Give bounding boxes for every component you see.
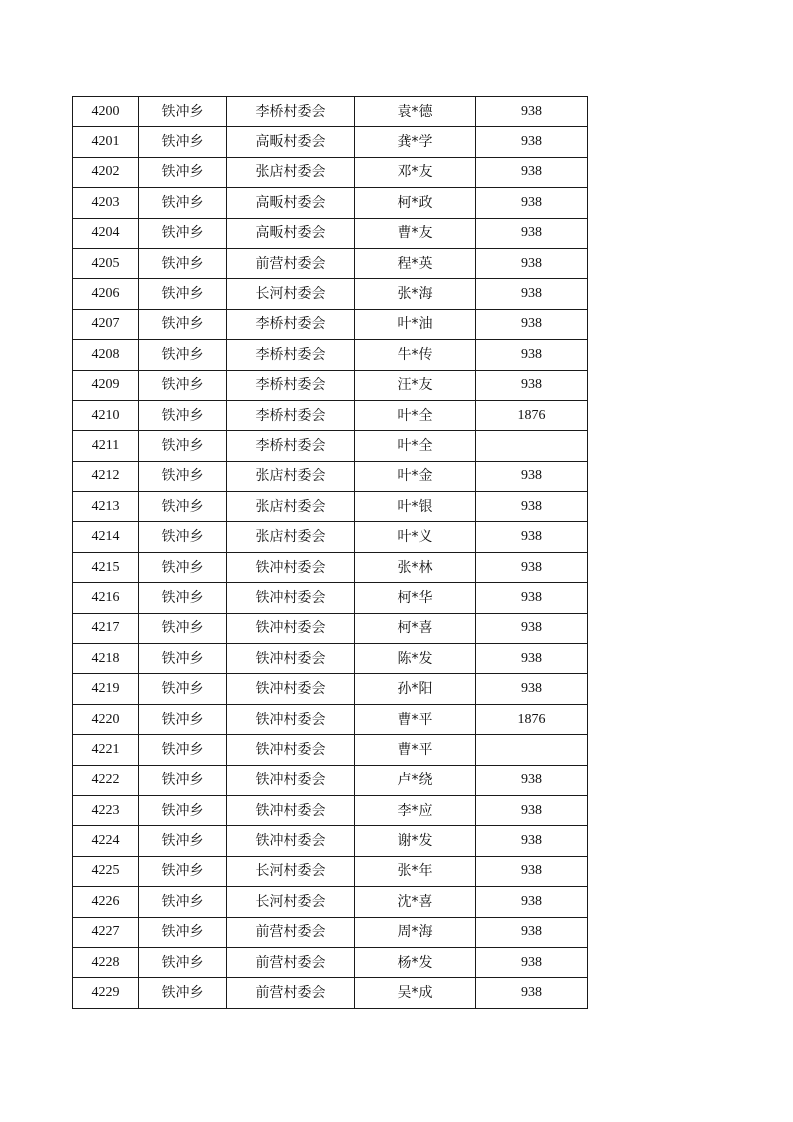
- cell-amount: 938: [476, 248, 588, 278]
- cell-amount: 938: [476, 917, 588, 947]
- cell-id: 4205: [73, 248, 139, 278]
- cell-id: 4227: [73, 917, 139, 947]
- cell-amount: 938: [476, 978, 588, 1008]
- cell-id: 4222: [73, 765, 139, 795]
- cell-name: 曹*友: [355, 218, 476, 248]
- table-row: [73, 947, 588, 977]
- cell-committee: 铁冲村委会: [227, 795, 355, 825]
- cell-name: 吴*成: [355, 978, 476, 1008]
- cell-name: 牛*传: [355, 340, 476, 370]
- cell-committee: 张店村委会: [227, 492, 355, 522]
- cell-amount: 938: [476, 127, 588, 157]
- cell-township: 铁冲乡: [139, 340, 227, 370]
- table-row: [73, 461, 588, 491]
- cell-id: 4201: [73, 127, 139, 157]
- cell-amount: 938: [476, 674, 588, 704]
- table-row: [73, 826, 588, 856]
- cell-amount: 938: [476, 370, 588, 400]
- cell-name: 柯*喜: [355, 613, 476, 643]
- table-row: [73, 644, 588, 674]
- cell-township: 铁冲乡: [139, 400, 227, 430]
- cell-id: 4206: [73, 279, 139, 309]
- cell-township: 铁冲乡: [139, 856, 227, 886]
- cell-township: 铁冲乡: [139, 218, 227, 248]
- table-row: [73, 765, 588, 795]
- cell-amount: [476, 431, 588, 461]
- subsidy-table: [72, 96, 588, 1009]
- cell-township: 铁冲乡: [139, 613, 227, 643]
- cell-id: 4203: [73, 188, 139, 218]
- cell-name: 谢*发: [355, 826, 476, 856]
- table-row: [73, 431, 588, 461]
- table-row: [73, 218, 588, 248]
- cell-id: 4211: [73, 431, 139, 461]
- table-row: [73, 370, 588, 400]
- cell-name: 邓*友: [355, 157, 476, 187]
- cell-id: 4224: [73, 826, 139, 856]
- cell-amount: 1876: [476, 400, 588, 430]
- cell-committee: 李桥村委会: [227, 309, 355, 339]
- cell-township: 铁冲乡: [139, 674, 227, 704]
- table-row: [73, 279, 588, 309]
- cell-id: 4200: [73, 97, 139, 127]
- cell-name: 孙*阳: [355, 674, 476, 704]
- cell-committee: 李桥村委会: [227, 97, 355, 127]
- table-row: [73, 157, 588, 187]
- cell-amount: 938: [476, 947, 588, 977]
- cell-amount: 938: [476, 157, 588, 187]
- cell-township: 铁冲乡: [139, 704, 227, 734]
- table-row: [73, 400, 588, 430]
- cell-committee: 张店村委会: [227, 461, 355, 491]
- cell-name: 龚*学: [355, 127, 476, 157]
- cell-amount: 938: [476, 97, 588, 127]
- cell-name: 陈*发: [355, 644, 476, 674]
- cell-committee: 前营村委会: [227, 947, 355, 977]
- cell-name: 沈*喜: [355, 887, 476, 917]
- cell-township: 铁冲乡: [139, 887, 227, 917]
- cell-committee: 前营村委会: [227, 248, 355, 278]
- table-row: [73, 856, 588, 886]
- cell-id: 4226: [73, 887, 139, 917]
- cell-id: 4213: [73, 492, 139, 522]
- cell-township: 铁冲乡: [139, 552, 227, 582]
- table-row: [73, 309, 588, 339]
- cell-name: 叶*义: [355, 522, 476, 552]
- table-row: [73, 978, 588, 1008]
- cell-township: 铁冲乡: [139, 644, 227, 674]
- cell-id: 4209: [73, 370, 139, 400]
- cell-name: 曹*平: [355, 735, 476, 765]
- cell-amount: 938: [476, 552, 588, 582]
- table-row: [73, 552, 588, 582]
- cell-committee: 高畈村委会: [227, 188, 355, 218]
- table-row: [73, 248, 588, 278]
- cell-township: 铁冲乡: [139, 248, 227, 278]
- cell-committee: 铁冲村委会: [227, 613, 355, 643]
- cell-committee: 铁冲村委会: [227, 674, 355, 704]
- cell-amount: 938: [476, 583, 588, 613]
- cell-committee: 铁冲村委会: [227, 644, 355, 674]
- cell-amount: 938: [476, 826, 588, 856]
- cell-township: 铁冲乡: [139, 947, 227, 977]
- cell-township: 铁冲乡: [139, 461, 227, 491]
- cell-township: 铁冲乡: [139, 917, 227, 947]
- cell-id: 4218: [73, 644, 139, 674]
- table-row: [73, 127, 588, 157]
- cell-id: 4215: [73, 552, 139, 582]
- cell-committee: 长河村委会: [227, 887, 355, 917]
- cell-township: 铁冲乡: [139, 370, 227, 400]
- cell-amount: 938: [476, 522, 588, 552]
- cell-township: 铁冲乡: [139, 157, 227, 187]
- cell-township: 铁冲乡: [139, 583, 227, 613]
- cell-amount: 938: [476, 218, 588, 248]
- table-row: [73, 97, 588, 127]
- cell-amount: 938: [476, 644, 588, 674]
- cell-id: 4216: [73, 583, 139, 613]
- cell-committee: 长河村委会: [227, 856, 355, 886]
- cell-township: 铁冲乡: [139, 735, 227, 765]
- cell-name: 叶*油: [355, 309, 476, 339]
- cell-township: 铁冲乡: [139, 97, 227, 127]
- table-row: [73, 583, 588, 613]
- cell-township: 铁冲乡: [139, 795, 227, 825]
- cell-committee: 张店村委会: [227, 522, 355, 552]
- cell-township: 铁冲乡: [139, 522, 227, 552]
- cell-id: 4204: [73, 218, 139, 248]
- table-row: [73, 917, 588, 947]
- cell-name: 张*海: [355, 279, 476, 309]
- cell-name: 叶*银: [355, 492, 476, 522]
- cell-amount: 938: [476, 795, 588, 825]
- cell-township: 铁冲乡: [139, 127, 227, 157]
- cell-township: 铁冲乡: [139, 765, 227, 795]
- cell-township: 铁冲乡: [139, 978, 227, 1008]
- cell-committee: 长河村委会: [227, 279, 355, 309]
- cell-committee: 铁冲村委会: [227, 826, 355, 856]
- cell-name: 卢*绕: [355, 765, 476, 795]
- cell-amount: 938: [476, 765, 588, 795]
- cell-amount: 938: [476, 492, 588, 522]
- cell-amount: 938: [476, 461, 588, 491]
- table-row: [73, 887, 588, 917]
- table-row: [73, 704, 588, 734]
- cell-township: 铁冲乡: [139, 431, 227, 461]
- cell-name: 程*英: [355, 248, 476, 278]
- cell-id: 4207: [73, 309, 139, 339]
- cell-id: 4228: [73, 947, 139, 977]
- cell-township: 铁冲乡: [139, 826, 227, 856]
- cell-committee: 前营村委会: [227, 978, 355, 1008]
- cell-id: 4214: [73, 522, 139, 552]
- cell-id: 4212: [73, 461, 139, 491]
- cell-name: 汪*友: [355, 370, 476, 400]
- cell-id: 4217: [73, 613, 139, 643]
- table-row: [73, 492, 588, 522]
- table-row: [73, 522, 588, 552]
- cell-committee: 李桥村委会: [227, 400, 355, 430]
- cell-committee: 铁冲村委会: [227, 583, 355, 613]
- cell-id: 4210: [73, 400, 139, 430]
- cell-amount: [476, 735, 588, 765]
- cell-id: 4202: [73, 157, 139, 187]
- cell-township: 铁冲乡: [139, 309, 227, 339]
- cell-amount: 1876: [476, 704, 588, 734]
- cell-committee: 铁冲村委会: [227, 735, 355, 765]
- cell-name: 柯*华: [355, 583, 476, 613]
- cell-township: 铁冲乡: [139, 492, 227, 522]
- table-row: [73, 188, 588, 218]
- cell-amount: 938: [476, 279, 588, 309]
- cell-name: 叶*全: [355, 431, 476, 461]
- cell-committee: 张店村委会: [227, 157, 355, 187]
- cell-name: 袁*德: [355, 97, 476, 127]
- cell-amount: 938: [476, 340, 588, 370]
- cell-committee: 高畈村委会: [227, 218, 355, 248]
- table-row: [73, 613, 588, 643]
- cell-committee: 铁冲村委会: [227, 765, 355, 795]
- cell-name: 曹*平: [355, 704, 476, 734]
- cell-amount: 938: [476, 613, 588, 643]
- cell-committee: 前营村委会: [227, 917, 355, 947]
- cell-committee: 高畈村委会: [227, 127, 355, 157]
- table-body: [73, 97, 588, 1009]
- cell-id: 4223: [73, 795, 139, 825]
- cell-name: 叶*全: [355, 400, 476, 430]
- cell-name: 周*海: [355, 917, 476, 947]
- cell-committee: 李桥村委会: [227, 340, 355, 370]
- cell-township: 铁冲乡: [139, 188, 227, 218]
- cell-amount: 938: [476, 856, 588, 886]
- cell-township: 铁冲乡: [139, 279, 227, 309]
- cell-id: 4221: [73, 735, 139, 765]
- subsidy-table-page: [72, 96, 587, 1009]
- cell-committee: 李桥村委会: [227, 370, 355, 400]
- cell-name: 柯*政: [355, 188, 476, 218]
- cell-id: 4208: [73, 340, 139, 370]
- cell-amount: 938: [476, 887, 588, 917]
- table-row: [73, 735, 588, 765]
- cell-name: 张*年: [355, 856, 476, 886]
- cell-committee: 铁冲村委会: [227, 704, 355, 734]
- cell-committee: 李桥村委会: [227, 431, 355, 461]
- cell-id: 4225: [73, 856, 139, 886]
- cell-id: 4219: [73, 674, 139, 704]
- cell-name: 李*应: [355, 795, 476, 825]
- cell-id: 4229: [73, 978, 139, 1008]
- cell-name: 杨*发: [355, 947, 476, 977]
- table-row: [73, 674, 588, 704]
- cell-amount: 938: [476, 188, 588, 218]
- cell-amount: 938: [476, 309, 588, 339]
- cell-committee: 铁冲村委会: [227, 552, 355, 582]
- cell-id: 4220: [73, 704, 139, 734]
- table-row: [73, 795, 588, 825]
- table-row: [73, 340, 588, 370]
- cell-name: 张*林: [355, 552, 476, 582]
- cell-name: 叶*金: [355, 461, 476, 491]
